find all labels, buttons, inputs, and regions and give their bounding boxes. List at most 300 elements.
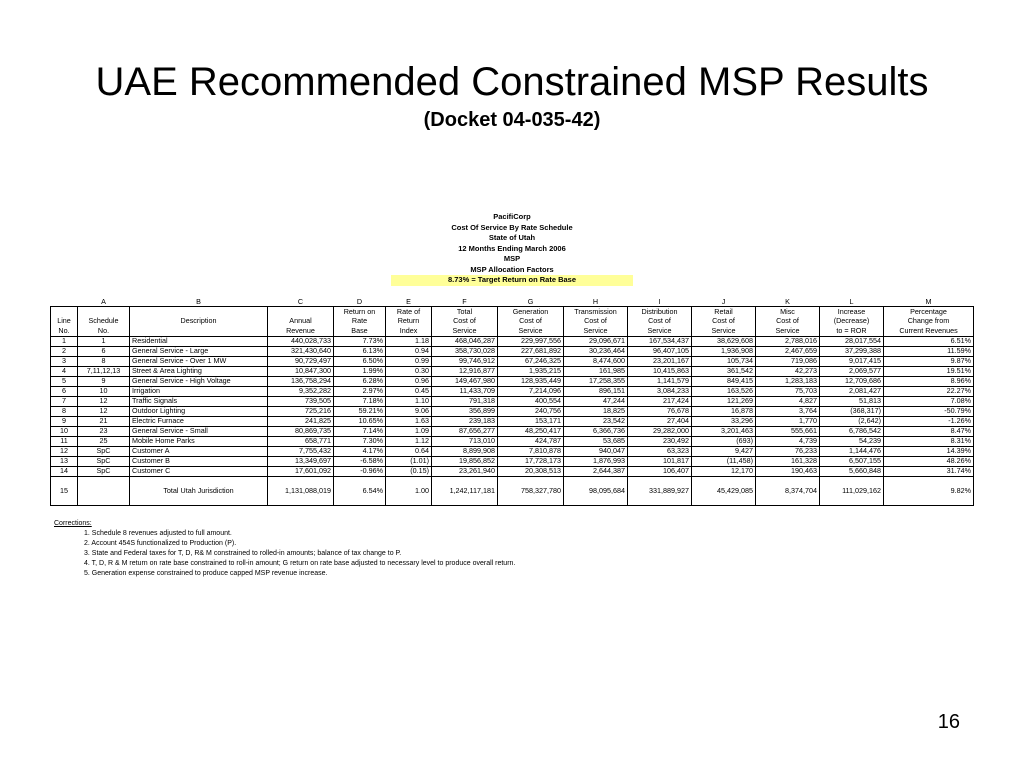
- cost-of-service-table: [50, 297, 974, 506]
- table-cell: 8.31%: [884, 436, 974, 446]
- correction-item: 2. Account 454S functionalized to Production (P).: [84, 540, 237, 547]
- table-cell: 9: [51, 416, 78, 426]
- table-cell: Customer B: [130, 456, 268, 466]
- table-cell: 5: [51, 376, 78, 386]
- table-cell: 13: [51, 456, 78, 466]
- table-cell: 161,985: [564, 366, 628, 376]
- table-cell: 321,430,640: [268, 346, 334, 356]
- table-cell: 7: [51, 396, 78, 406]
- table-row: [51, 436, 974, 446]
- table-cell: 29,096,671: [564, 336, 628, 346]
- table-cell: 153,171: [498, 416, 564, 426]
- table-cell: 2,644,387: [564, 466, 628, 476]
- table-cell: 8,474,600: [564, 356, 628, 366]
- table-cell: 5,660,848: [820, 466, 884, 476]
- correction-item: 5. Generation expense constrained to produce capped MSP revenue increase.: [84, 570, 328, 577]
- table-cell: 11: [51, 436, 78, 446]
- table-cell: 17,258,355: [564, 376, 628, 386]
- table-cell: 8.96%: [884, 376, 974, 386]
- table-cell: SpC: [78, 466, 130, 476]
- column-header: [130, 326, 268, 336]
- total-cell: 45,429,085: [692, 476, 756, 505]
- column-letter: E: [386, 297, 432, 307]
- table-cell: 80,869,735: [268, 426, 334, 436]
- page-number: 16: [937, 711, 960, 733]
- table-cell: 4: [51, 366, 78, 376]
- table-cell: 7,214,096: [498, 386, 564, 396]
- table-cell: 47,244: [564, 396, 628, 406]
- total-cell: 15: [51, 476, 78, 505]
- table-cell: 3: [51, 356, 78, 366]
- correction-item: 4. T, D, R & M return on rate base constrained to roll-in amount; G return on rate base adjusted to necessary level to produce overall return.: [84, 560, 516, 567]
- table-cell: 9,427: [692, 446, 756, 456]
- table-cell: 440,028,733: [268, 336, 334, 346]
- column-header: Return on: [334, 307, 386, 317]
- table-cell: 53,685: [564, 436, 628, 446]
- table-cell: 33,296: [692, 416, 756, 426]
- header-row: [51, 307, 974, 317]
- target-return-highlight: 8.73% = Target Return on Rate Base: [391, 275, 633, 286]
- column-header: Rate of: [386, 307, 432, 317]
- column-header: Line: [51, 317, 78, 327]
- column-header: Cost of: [628, 317, 692, 327]
- table-cell: 4,827: [756, 396, 820, 406]
- table-cell: 105,734: [692, 356, 756, 366]
- correction-item: 1. Schedule 8 revenues adjusted to full amount.: [84, 530, 232, 537]
- slide-title: UAE Recommended Constrained MSP Results: [95, 60, 929, 104]
- column-letter: B: [130, 297, 268, 307]
- total-row: [51, 476, 974, 505]
- table-cell: (11,458): [692, 456, 756, 466]
- table-cell: 136,758,294: [268, 376, 334, 386]
- total-cell: [78, 476, 130, 505]
- state-name: State of Utah: [488, 233, 536, 242]
- table-cell: 2: [51, 346, 78, 356]
- table-cell: 27,404: [628, 416, 692, 426]
- table-cell: 96,407,105: [628, 346, 692, 356]
- table-cell: (2,642): [820, 416, 884, 426]
- table-cell: 75,703: [756, 386, 820, 396]
- column-letter: C: [268, 297, 334, 307]
- table-cell: 99,746,912: [432, 356, 498, 366]
- table-cell: 6.13%: [334, 346, 386, 356]
- column-letter-blank: [51, 297, 78, 307]
- table-cell: 1,141,579: [628, 376, 692, 386]
- total-cell: 8,374,704: [756, 476, 820, 505]
- column-letter: L: [820, 297, 884, 307]
- table-row: [51, 346, 974, 356]
- table-cell: -6.58%: [334, 456, 386, 466]
- table-cell: 48,250,417: [498, 426, 564, 436]
- table-row: [51, 466, 974, 476]
- column-header: Schedule: [78, 317, 130, 327]
- column-letter: H: [564, 297, 628, 307]
- table-cell: 76,678: [628, 406, 692, 416]
- column-header: [78, 307, 130, 317]
- table-cell: 0.45: [386, 386, 432, 396]
- table-cell: 1,770: [756, 416, 820, 426]
- table-cell: 3,084,233: [628, 386, 692, 396]
- table-cell: General Service - Over 1 MW: [130, 356, 268, 366]
- column-header: Service: [756, 326, 820, 336]
- table-cell: 12,709,686: [820, 376, 884, 386]
- table-cell: 9,017,415: [820, 356, 884, 366]
- column-header: Service: [692, 326, 756, 336]
- table-cell: 10: [51, 426, 78, 436]
- table-cell: 29,282,000: [628, 426, 692, 436]
- table-cell: 719,086: [756, 356, 820, 366]
- table-cell: 18,825: [564, 406, 628, 416]
- column-header: [51, 307, 78, 317]
- table-cell: 2.97%: [334, 386, 386, 396]
- table-cell: 0.96: [386, 376, 432, 386]
- column-header: Retail: [692, 307, 756, 317]
- table-cell: 161,328: [756, 456, 820, 466]
- table-cell: 8: [51, 406, 78, 416]
- table-cell: 37,299,388: [820, 346, 884, 356]
- table-cell: 1.99%: [334, 366, 386, 376]
- total-cell: 1,131,088,019: [268, 476, 334, 505]
- table-cell: 725,216: [268, 406, 334, 416]
- table-cell: (368,317): [820, 406, 884, 416]
- table-cell: 121,269: [692, 396, 756, 406]
- table-cell: 1.12: [386, 436, 432, 446]
- table-cell: 23,201,167: [628, 356, 692, 366]
- column-letter: I: [628, 297, 692, 307]
- table-cell: 0.99: [386, 356, 432, 366]
- allocation-label: MSP Allocation Factors: [470, 264, 554, 274]
- table-cell: 21: [78, 416, 130, 426]
- table-cell: 1,144,476: [820, 446, 884, 456]
- column-letter: G: [498, 297, 564, 307]
- table-cell: 658,771: [268, 436, 334, 446]
- total-cell: 111,029,162: [820, 476, 884, 505]
- table-cell: 2,069,577: [820, 366, 884, 376]
- table-cell: 0.94: [386, 346, 432, 356]
- table-cell: Irrigation: [130, 386, 268, 396]
- table-cell: 2,467,659: [756, 346, 820, 356]
- total-cell: 98,095,684: [564, 476, 628, 505]
- column-header: [268, 307, 334, 317]
- table-cell: 739,505: [268, 396, 334, 406]
- table-row: [51, 456, 974, 466]
- slide-subtitle: (Docket 04-035-42): [423, 109, 601, 131]
- table-cell: 713,010: [432, 436, 498, 446]
- column-letter: J: [692, 297, 756, 307]
- table-cell: 8: [78, 356, 130, 366]
- table-cell: 17,728,173: [498, 456, 564, 466]
- table-cell: 361,542: [692, 366, 756, 376]
- table-cell: 59.21%: [334, 406, 386, 416]
- table-cell: 17,601,092: [268, 466, 334, 476]
- table-row: [51, 386, 974, 396]
- table-cell: 149,467,980: [432, 376, 498, 386]
- column-header: No.: [78, 326, 130, 336]
- column-header: Change from: [884, 317, 974, 327]
- table-cell: 12: [51, 446, 78, 456]
- column-header: to = ROR: [820, 326, 884, 336]
- table-cell: Street & Area Lighting: [130, 366, 268, 376]
- table-cell: General Service - Large: [130, 346, 268, 356]
- table-cell: 1,935,215: [498, 366, 564, 376]
- table-row: [51, 406, 974, 416]
- table-cell: Outdoor Lighting: [130, 406, 268, 416]
- table-cell: 54,239: [820, 436, 884, 446]
- corrections-notes: [54, 519, 516, 579]
- table-cell: 239,183: [432, 416, 498, 426]
- table-row: [51, 356, 974, 366]
- total-cell: 758,327,780: [498, 476, 564, 505]
- table-cell: 9.87%: [884, 356, 974, 366]
- table-cell: 14.39%: [884, 446, 974, 456]
- table-cell: 230,492: [628, 436, 692, 446]
- table-cell: 12: [78, 396, 130, 406]
- table-cell: 1.63: [386, 416, 432, 426]
- column-header: Rate: [334, 317, 386, 327]
- table-cell: 1,283,183: [756, 376, 820, 386]
- table-cell: 19.51%: [884, 366, 974, 376]
- total-cell: 9.82%: [884, 476, 974, 505]
- table-cell: 25: [78, 436, 130, 446]
- table-cell: 48.26%: [884, 456, 974, 466]
- total-cell: 1,242,117,181: [432, 476, 498, 505]
- table-cell: -50.79%: [884, 406, 974, 416]
- table-cell: 424,787: [498, 436, 564, 446]
- column-header: Cost of: [564, 317, 628, 327]
- table-cell: 22.27%: [884, 386, 974, 396]
- table-cell: 7.14%: [334, 426, 386, 436]
- column-header: Distribution: [628, 307, 692, 317]
- table-cell: 791,318: [432, 396, 498, 406]
- column-header: Service: [498, 326, 564, 336]
- table-cell: 9.06: [386, 406, 432, 416]
- table-cell: 6.28%: [334, 376, 386, 386]
- table-cell: 11.59%: [884, 346, 974, 356]
- column-header: Cost of: [692, 317, 756, 327]
- table-cell: 555,661: [756, 426, 820, 436]
- table-cell: 38,629,608: [692, 336, 756, 346]
- table-cell: 23,542: [564, 416, 628, 426]
- table-cell: Residential: [130, 336, 268, 346]
- table-cell: 12,170: [692, 466, 756, 476]
- table-cell: 163,526: [692, 386, 756, 396]
- column-header: Index: [386, 326, 432, 336]
- table-cell: 6: [78, 346, 130, 356]
- total-cell: Total Utah Jurisdiction: [130, 476, 268, 505]
- table-cell: 1.10: [386, 396, 432, 406]
- table-cell: 849,415: [692, 376, 756, 386]
- table-cell: 90,729,497: [268, 356, 334, 366]
- table-cell: 6,786,542: [820, 426, 884, 436]
- table-cell: 217,424: [628, 396, 692, 406]
- table-cell: 9,352,282: [268, 386, 334, 396]
- table-row: [51, 446, 974, 456]
- column-letter: M: [884, 297, 974, 307]
- table-cell: SpC: [78, 456, 130, 466]
- column-header: Generation: [498, 307, 564, 317]
- table-cell: Electric Furnace: [130, 416, 268, 426]
- table-row: [51, 336, 974, 346]
- table-cell: (0.15): [386, 466, 432, 476]
- table-cell: Customer A: [130, 446, 268, 456]
- table-cell: 3,201,463: [692, 426, 756, 436]
- table-cell: 76,233: [756, 446, 820, 456]
- header-row: [51, 317, 974, 327]
- column-header: Return: [386, 317, 432, 327]
- table-cell: 20,308,513: [498, 466, 564, 476]
- schedule-header: [0, 212, 1024, 286]
- table-cell: 63,323: [628, 446, 692, 456]
- table-cell: General Service - High Voltage: [130, 376, 268, 386]
- total-cell: 6.54%: [334, 476, 386, 505]
- table-cell: 101,817: [628, 456, 692, 466]
- column-header: Service: [432, 326, 498, 336]
- table-cell: Customer C: [130, 466, 268, 476]
- column-header: No.: [51, 326, 78, 336]
- table-cell: 6.50%: [334, 356, 386, 366]
- table-cell: 227,681,892: [498, 346, 564, 356]
- table-cell: 1.18: [386, 336, 432, 346]
- table-cell: 8.47%: [884, 426, 974, 436]
- column-letter: F: [432, 297, 498, 307]
- table-cell: 11,433,709: [432, 386, 498, 396]
- table-cell: 7,11,12,13: [78, 366, 130, 376]
- table-cell: 167,534,437: [628, 336, 692, 346]
- table-cell: 6,366,736: [564, 426, 628, 436]
- column-header: Cost of: [498, 317, 564, 327]
- table-cell: 19,856,852: [432, 456, 498, 466]
- column-letter: K: [756, 297, 820, 307]
- table-cell: 10,415,863: [628, 366, 692, 376]
- table-cell: 23: [78, 426, 130, 436]
- table-cell: 7.18%: [334, 396, 386, 406]
- table-cell: SpC: [78, 446, 130, 456]
- table-cell: 12: [78, 406, 130, 416]
- table-cell: (693): [692, 436, 756, 446]
- table-cell: 12,916,877: [432, 366, 498, 376]
- table-cell: 8,899,908: [432, 446, 498, 456]
- table-cell: 42,273: [756, 366, 820, 376]
- table-cell: 2,081,427: [820, 386, 884, 396]
- table-cell: 7,755,432: [268, 446, 334, 456]
- table-row: [51, 426, 974, 436]
- table-cell: 87,656,277: [432, 426, 498, 436]
- header-row: [51, 326, 974, 336]
- table-cell: (1.01): [386, 456, 432, 466]
- column-letter-row: [51, 297, 974, 307]
- column-header: Total: [432, 307, 498, 317]
- table-cell: 67,246,325: [498, 356, 564, 366]
- column-header: [130, 307, 268, 317]
- table-cell: 16,878: [692, 406, 756, 416]
- table-cell: Traffic Signals: [130, 396, 268, 406]
- column-letter: A: [78, 297, 130, 307]
- table-cell: General Service - Small: [130, 426, 268, 436]
- table-cell: 356,899: [432, 406, 498, 416]
- table-cell: 240,756: [498, 406, 564, 416]
- table-cell: 4,739: [756, 436, 820, 446]
- table-cell: 23,261,940: [432, 466, 498, 476]
- table-cell: 6,507,155: [820, 456, 884, 466]
- table-cell: 10: [78, 386, 130, 396]
- table-cell: 229,997,556: [498, 336, 564, 346]
- column-header: Misc: [756, 307, 820, 317]
- table-cell: 10.65%: [334, 416, 386, 426]
- column-header: Increase: [820, 307, 884, 317]
- table-cell: -0.96%: [334, 466, 386, 476]
- method-label: MSP: [503, 254, 521, 263]
- table-cell: 190,463: [756, 466, 820, 476]
- correction-item: 3. State and Federal taxes for T, D, R& M constrained to rolled-in amounts; balance of tax change to P.: [84, 550, 402, 557]
- table-row: [51, 376, 974, 386]
- table-cell: 6: [51, 386, 78, 396]
- table-cell: 51,813: [820, 396, 884, 406]
- table-cell: 13,349,697: [268, 456, 334, 466]
- table-cell: 1.09: [386, 426, 432, 436]
- table-cell: 2,788,016: [756, 336, 820, 346]
- table-cell: 7.30%: [334, 436, 386, 446]
- table-cell: 0.64: [386, 446, 432, 456]
- table-cell: 28,017,554: [820, 336, 884, 346]
- table-cell: 0.30: [386, 366, 432, 376]
- table-cell: 7.08%: [884, 396, 974, 406]
- column-header: Revenue: [268, 326, 334, 336]
- table-cell: 9: [78, 376, 130, 386]
- column-letter: D: [334, 297, 386, 307]
- table-cell: 128,935,449: [498, 376, 564, 386]
- table-cell: 7,810,878: [498, 446, 564, 456]
- table-cell: 30,236,464: [564, 346, 628, 356]
- table-cell: 940,047: [564, 446, 628, 456]
- period-label: 12 Months Ending March 2006: [458, 243, 566, 253]
- column-header: Service: [628, 326, 692, 336]
- table-cell: 400,554: [498, 396, 564, 406]
- table-cell: 1: [51, 336, 78, 346]
- table-cell: 14: [51, 466, 78, 476]
- table-row: [51, 366, 974, 376]
- table-cell: 10,847,300: [268, 366, 334, 376]
- table-row: [51, 396, 974, 406]
- column-header: Transmission: [564, 307, 628, 317]
- column-header: Description: [130, 317, 268, 327]
- table-cell: 7.73%: [334, 336, 386, 346]
- company-name: PacifiCorp: [493, 212, 531, 221]
- table-cell: 1,876,993: [564, 456, 628, 466]
- table-cell: Mobile Home Parks: [130, 436, 268, 446]
- table-cell: 896,151: [564, 386, 628, 396]
- corrections-title: Corrections:: [54, 520, 92, 527]
- column-header: Annual: [268, 317, 334, 327]
- table-cell: 358,730,028: [432, 346, 498, 356]
- table-cell: -1.26%: [884, 416, 974, 426]
- table-cell: 241,825: [268, 416, 334, 426]
- total-cell: 331,889,927: [628, 476, 692, 505]
- column-header: (Decrease): [820, 317, 884, 327]
- table-cell: 3,764: [756, 406, 820, 416]
- table-cell: 31.74%: [884, 466, 974, 476]
- table-row: [51, 416, 974, 426]
- total-cell: 1.00: [386, 476, 432, 505]
- table-cell: 1,936,908: [692, 346, 756, 356]
- column-header: Percentage: [884, 307, 974, 317]
- table-body: [51, 297, 974, 505]
- column-header: Cost of: [756, 317, 820, 327]
- table-cell: 106,407: [628, 466, 692, 476]
- column-header: Base: [334, 326, 386, 336]
- table-cell: 1: [78, 336, 130, 346]
- table-cell: 468,046,287: [432, 336, 498, 346]
- table-cell: 6.51%: [884, 336, 974, 346]
